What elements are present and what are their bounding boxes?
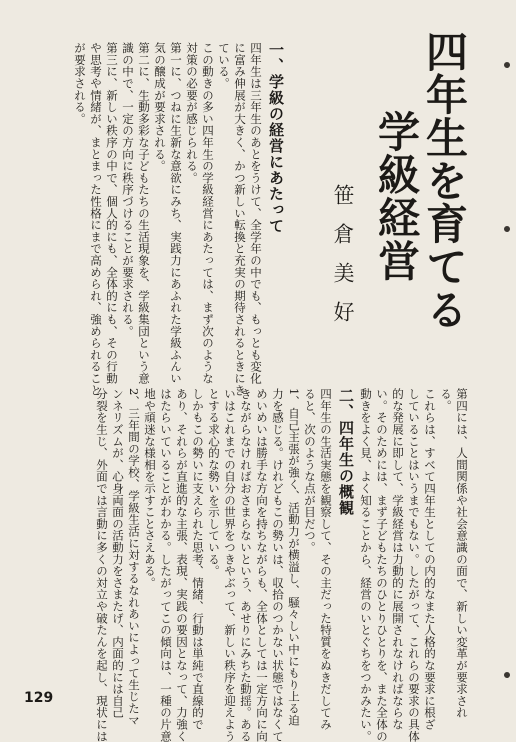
article-subtitle: 学級経営 bbox=[372, 110, 421, 282]
paragraph-line: しかもこの勢いに支えられた思考、情緒、行動は単純で直線的で bbox=[191, 388, 205, 731]
paragraph-line: 四年生は三年生のあとをうけて、全学年の中でも、もっとも変化 bbox=[249, 42, 263, 385]
section-1-heading: 一、学級の経営にあたって bbox=[267, 42, 285, 234]
paragraph-line: 第一に、つねに生新な意欲にみち、実践力にあふれた学級ふんい bbox=[169, 42, 183, 385]
paragraph-line: る。 bbox=[439, 388, 453, 412]
paragraph-line: いはこれまでの自分の世界をつきやぶって、新しい秩序を迎えよう bbox=[223, 388, 237, 742]
paragraph-line: とする求心的な勢いを示している。 bbox=[207, 388, 221, 577]
paragraph-line: や思考や情緒が、まとまった性格にまで高められ、強められること bbox=[89, 42, 103, 396]
paragraph-line: 力を感じる。けれどもこの勢いは、収拾のつかない状態ではなくて bbox=[271, 388, 285, 742]
paragraph-line: 対策の必要が感じられる。 bbox=[185, 42, 199, 184]
paragraph-line: ている。 bbox=[217, 42, 231, 90]
section-2-heading: 二、四年生の概観 bbox=[337, 388, 355, 516]
paragraph-line: この動きの多い四年生の学級経営にあたっては、まず次のような bbox=[201, 42, 215, 385]
paragraph-line: していることはいうまでもない。したがって、これらの要求の具体 bbox=[407, 388, 421, 742]
paragraph-line: めいめいは勝手な方向を持ちながらも、全体としては一定方向に向 bbox=[255, 388, 269, 742]
paragraph-line: 識の中で、一定の方向に秩序づけることが要求される。 bbox=[121, 42, 135, 337]
paragraph-line: きながらなければおさまらないという、あせりにみちた動揺。ある bbox=[239, 388, 253, 742]
margin-dot bbox=[504, 226, 510, 232]
paragraph-line: 動きをよく見、よく知ることから、経営のいとぐちをつかみたい。 bbox=[359, 388, 373, 742]
paragraph-line: あり、それらが直進的な主張、表現、実践の要因となって、力強く bbox=[175, 388, 189, 742]
section-2 bbox=[94, 388, 470, 742]
paragraph-line: ると、次のような点が目だつ。 bbox=[303, 388, 317, 554]
paragraph-line: 第三に、新しい秩序の中で、個人的にも、全体的にも、その行動 bbox=[105, 42, 119, 385]
section-1 bbox=[72, 42, 288, 396]
article-title: 四年生を育てる bbox=[420, 30, 469, 331]
paragraph-line: 第二に、生動多彩な子どもたちの生活現象を、学級集団という意 bbox=[137, 42, 151, 385]
margin-dot bbox=[504, 672, 510, 678]
paragraph-line: い。そのためには、まず子どもたちのひとりひとりを、また全体の bbox=[375, 388, 389, 742]
paragraph-line: が要求される。 bbox=[73, 42, 87, 125]
paragraph-line: これらは、すべて四年生としての内的なまた人格的な要求に根ざ bbox=[423, 388, 437, 731]
margin-dot bbox=[504, 62, 510, 68]
paragraph-line: 分裂を生じ、外面では言動に多くの対立や破たんを起し、現状には bbox=[95, 388, 109, 742]
paragraph-line: 四年生の生活実態を観察して、その主だった特質をぬきだしてみ bbox=[319, 388, 333, 731]
page-number: 129 bbox=[24, 690, 54, 706]
paragraph-line: 地や頑迷な様相を示すことさえある。 bbox=[143, 388, 157, 589]
paragraph-line: 1、自己主張が強く、活動力が横溢し、騒々しい中にもり上る迫 bbox=[287, 388, 301, 727]
author-name: 笹倉美好 bbox=[331, 184, 355, 340]
paragraph-line: 第四には、人間関係や社会意識の面で、新しい変革が要求され bbox=[455, 388, 469, 719]
paragraph-line: 2、三年間の学校、学級生活に対するなれあいによって生じたマ bbox=[127, 388, 141, 727]
paragraph-line: ンネリズムが、心身両面の活動力をさまたげ、内面的には自己 bbox=[111, 388, 125, 719]
paragraph-line: に富み伸展が大きく、かつ新しい転換と充実の期待されるときにき bbox=[233, 42, 247, 396]
paragraph-line: 的な発展に即して、学級経営は力動的に展開されなければならな bbox=[391, 388, 405, 731]
paragraph-line: はたらいていることがわかる。したがってこの傾向は、一種の片意 bbox=[159, 388, 173, 742]
paragraph-line: 気の醸成が要求される。 bbox=[153, 42, 167, 172]
